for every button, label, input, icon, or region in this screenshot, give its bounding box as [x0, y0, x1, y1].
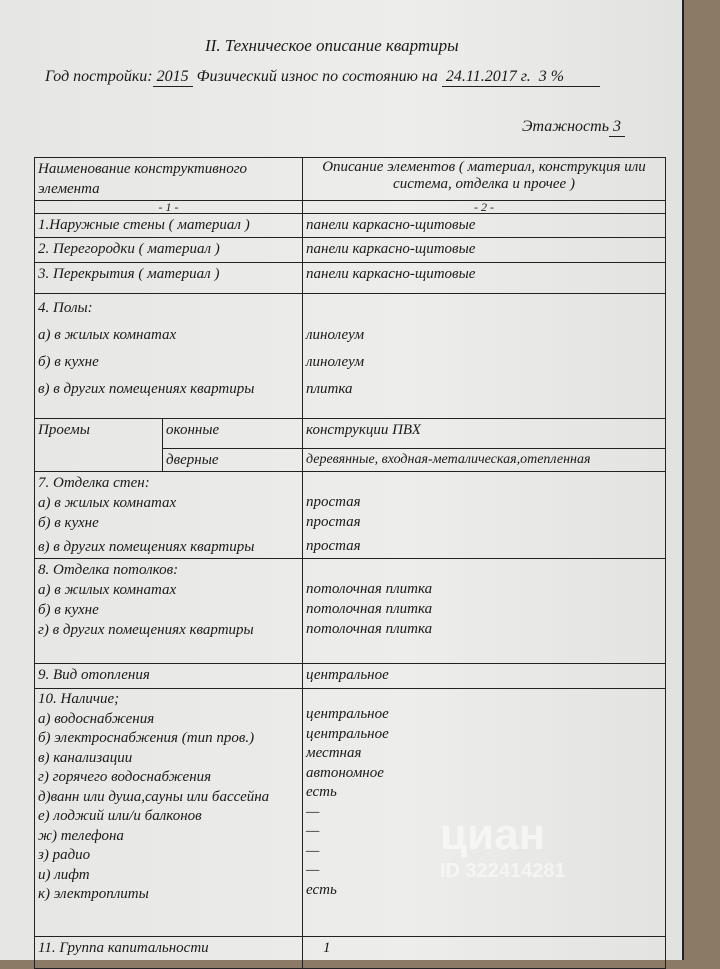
floors-section	[35, 294, 303, 419]
item-value: автономное	[306, 764, 384, 781]
document-title: II. Техническое описание квартиры	[205, 36, 459, 55]
wear-value	[442, 68, 600, 87]
openings-label: Проемы	[35, 419, 163, 472]
year-label: Год постройки:	[45, 68, 153, 85]
item-label: ж) телефона	[38, 827, 124, 844]
row-label: 1.Наружные стены ( материал )	[35, 214, 303, 238]
walls-section	[35, 472, 303, 559]
item-label: а) водоснабжения	[38, 710, 155, 727]
heating-label: 9. Вид отопления	[35, 664, 303, 689]
item-label: а) в жилых комнатах	[38, 327, 177, 343]
col-num-2: - 2 -	[303, 201, 666, 214]
availability-section	[35, 689, 303, 937]
item-label: к) электроплиты	[38, 886, 149, 902]
item-value: простая	[306, 494, 361, 510]
watermark-brand: циан	[440, 810, 546, 859]
item-value: простая	[306, 514, 361, 530]
section-heading: 7. Отделка стен:	[38, 475, 150, 491]
item-value: центральное	[306, 725, 389, 742]
floors-value: 3	[609, 118, 625, 137]
row-label: 3. Перекрытия ( материал )	[35, 263, 303, 294]
item-value: —	[306, 823, 320, 839]
capital-group-label: 11. Группа капитальности	[35, 937, 303, 969]
item-label: б) в кухне	[38, 354, 99, 370]
ceiling-values	[303, 559, 666, 664]
item-label: в) в других помещениях квартиры	[38, 381, 255, 397]
header-element: Наименование конструктивного элемента	[35, 158, 303, 201]
window-label: оконные	[163, 419, 303, 449]
item-value: —	[306, 803, 320, 820]
item-label: в) в других помещениях квартиры	[38, 539, 255, 555]
floors-line	[522, 118, 625, 137]
item-value: потолочная плитка	[306, 621, 433, 637]
section-heading: 10. Наличие;	[38, 691, 120, 707]
item-label: з) радио	[38, 847, 91, 863]
item-label: д)ванн или душа,сауны или бассейна	[38, 788, 270, 805]
item-value: плитка	[306, 381, 353, 397]
item-label: а) в жилых комнатах	[38, 495, 177, 511]
item-value: есть	[306, 784, 337, 800]
door-label: дверные	[163, 449, 303, 472]
item-label: г) в других помещениях квартиры	[38, 622, 254, 638]
heating-value: центральное	[303, 664, 666, 689]
item-value: есть	[306, 881, 337, 898]
floors-values	[303, 294, 666, 419]
section-heading: 8. Отделка потолков:	[38, 562, 179, 578]
item-value: простая	[306, 538, 361, 554]
item-label: б) в кухне	[38, 515, 99, 531]
item-label: в) канализации	[38, 749, 133, 766]
year-value: 2015	[153, 68, 193, 87]
item-value: линолеум	[306, 354, 365, 370]
row-value: панели каркасно-щитовые	[303, 263, 666, 294]
capital-group-value: 1	[303, 937, 666, 969]
item-label: е) лоджий или/и балконов	[38, 808, 202, 824]
wear-percent: 3 %	[538, 68, 565, 85]
watermark	[440, 810, 566, 883]
ceiling-section	[35, 559, 303, 664]
item-value: потолочная плитка	[306, 581, 433, 597]
header-description: Описание элементов ( материал, конструкция или система, отделка и прочее )	[303, 158, 666, 201]
item-value: —	[306, 842, 320, 859]
item-label: б) электроснабжения (тип пров.)	[38, 730, 255, 746]
tech-description-table	[34, 157, 666, 969]
section-heading: 4. Полы:	[38, 300, 93, 316]
window-value: конструкции ПВХ	[303, 419, 666, 449]
item-value: линолеум	[306, 327, 365, 343]
wear-date: 24.11.2017 г.	[445, 68, 531, 85]
item-value: потолочная плитка	[306, 601, 433, 617]
col-num-1: - 1 -	[35, 201, 303, 214]
item-value: центральное	[306, 706, 389, 722]
item-label: а) в жилых комнатах	[38, 582, 177, 598]
wear-label: Физический износ по состоянию на	[196, 68, 438, 85]
item-label: г) горячего водоснабжения	[38, 769, 212, 785]
row-value: панели каркасно-щитовые	[303, 238, 666, 263]
row-label: 2. Перегородки ( материал )	[35, 238, 303, 263]
row-value: панели каркасно-щитовые	[303, 214, 666, 238]
watermark-id: ID 322414281	[440, 860, 566, 882]
build-info-line	[45, 68, 600, 87]
door-value: деревянные, входная-металическая,отепленная	[303, 449, 666, 472]
item-label: б) в кухне	[38, 602, 99, 618]
floors-label: Этажность	[522, 118, 609, 135]
item-label: и) лифт	[38, 866, 90, 883]
item-value: местная	[306, 745, 362, 761]
item-value: —	[306, 862, 320, 878]
walls-values	[303, 472, 666, 559]
